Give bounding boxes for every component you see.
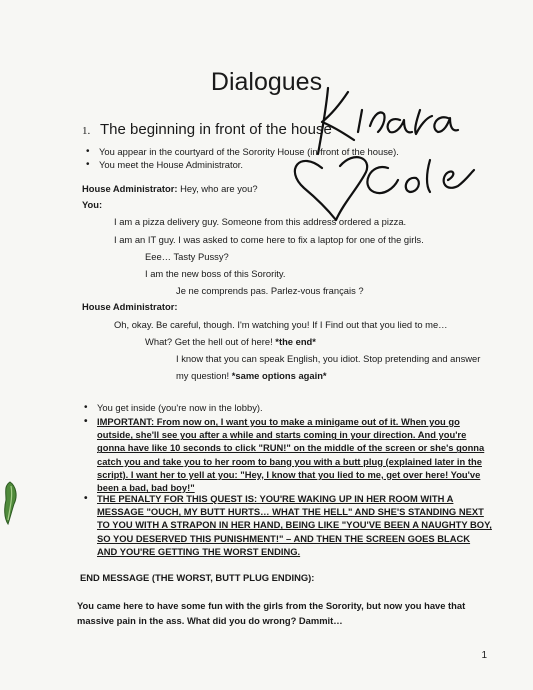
branch-result: *the end* [275,336,316,347]
dialogue-reply: Oh, okay. Be careful, though. I'm watching you! If I Find out that you lied to me… [114,319,448,330]
speaker-label: You: [82,199,103,210]
dialogue-branch [176,370,327,382]
intro-bullet: • You meet the House Administrator. [99,158,243,171]
dialogue-line [82,183,258,195]
section-number: 1. [82,125,91,137]
dialogue-branch [145,336,316,348]
page-title: Dialogues [210,68,323,96]
page-number: 1 [481,650,487,661]
green-mark [0,478,24,528]
signature [270,70,480,230]
speaker-label: House Administrator: [82,183,178,194]
dialogue-option: I am a pizza delivery guy. Someone from this address ordered a pizza. [114,216,407,227]
dialogue-branch: I know that you can speak English, you idiot. Stop pretending and answer [176,353,481,364]
dialogue-option: I am the new boss of this Sorority. [145,268,286,279]
dialogue-option: Eee… Tasty Pussy? [145,251,229,262]
intro-bullet: • You appear in the courtyard of the Sorority House (in front of the house). [99,145,399,158]
list-item: • IMPORTANT: From now on, I want you to make a minigame out of it. When you go outside, she'll see you after a while and starts coming in your direction. And you're gonna have like 10 seconds to click "RUN!" on the middle of the screen or she's gonna catch you and take you to her room to bang you with a butt plug (explained later in the script). I want her to yell at you: "Hey, I know that you lied to me, get over here! You've been a bad, bad boy!" [97,415,492,494]
branch-result: *same options again* [231,370,327,381]
end-heading: END MESSAGE (THE WORST, BUTT PLUG ENDING): [80,572,315,583]
branch-text: What? Get the hell out of here! [145,336,276,347]
end-text: You came here to have some fun with the girls from the Sorority, but now you have that massive pain in the ass. What did you do wrong? Dammit… [77,600,466,626]
list-item: • You get inside (you're now in the lobby). [97,401,492,414]
section-title: The beginning in front of the house [100,121,332,138]
dialogue-option: I am an IT guy. I was asked to come here to fix a laptop for one of the girls. [114,234,424,245]
speaker-label: House Administrator: [82,301,178,312]
dialogue-option: Je ne comprends pas. Parlez-vous français ? [176,285,364,296]
speaker-text: Hey, who are you? [177,183,258,194]
list-item: • THE PENALTY FOR THIS QUEST IS: YOU'RE WAKING UP IN HER ROOM WITH A MESSAGE "OUCH, MY BUTT HURTS… WHAT THE HELL" AND SHE'S STANDING NEXT TO YOU WITH A STRAPON IN HER HAND, BEING LIKE "YOU'VE BEEN A NAUGHTY BOY, SO YOU DESERVED THIS PUNISHMENT!" – AND THEN THE SCREEN GOES BLACK AND YOU'RE GETTING THE WORST ENDING. [97,492,492,558]
branch-text: my question! [176,370,232,381]
